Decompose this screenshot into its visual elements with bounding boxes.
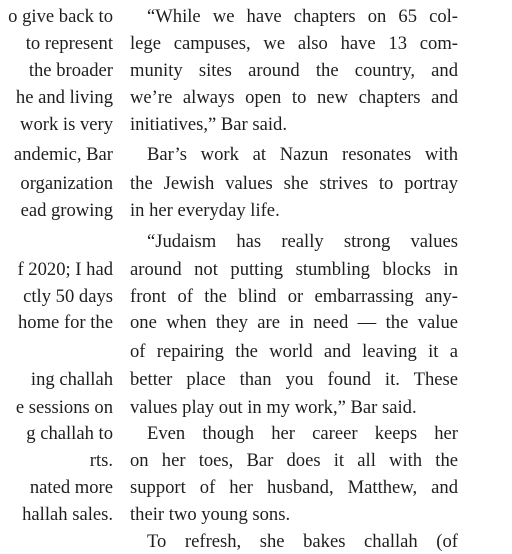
left-column-line: to represent bbox=[25, 33, 113, 54]
right-column-line: in her everyday life. bbox=[130, 200, 280, 221]
left-column-line: home for the bbox=[17, 312, 113, 333]
right-column-line: values play out in my work,” Bar said. bbox=[130, 397, 417, 418]
left-column-line: f 2020; I had bbox=[17, 259, 113, 280]
left-column-line: ing challah bbox=[30, 369, 113, 390]
right-column-line: To refresh, she bakes challah (of bbox=[147, 531, 458, 552]
left-column-line: e sessions on bbox=[15, 397, 113, 418]
right-column-line: better place than you found it. These bbox=[130, 369, 458, 390]
left-column-line: o give back to bbox=[8, 6, 113, 27]
right-column-line: of repairing the world and leaving it a bbox=[130, 341, 458, 362]
left-column-line: the broader bbox=[28, 60, 113, 81]
left-column-line: work is very bbox=[20, 114, 113, 135]
right-column-line: lege campuses, we also have 13 com- bbox=[130, 33, 458, 54]
right-column-line: Even though her career keeps her bbox=[147, 423, 458, 444]
right-column-line: the Jewish values she strives to portray bbox=[130, 173, 458, 194]
left-column-line: organization bbox=[20, 173, 113, 194]
right-column-line: we’re always open to new chapters and bbox=[130, 87, 458, 108]
left-column-line: andemic, Bar bbox=[13, 144, 113, 165]
right-column-line: on her toes, Bar does it all with the bbox=[130, 450, 458, 471]
right-column-line: support of her husband, Matthew, and bbox=[130, 477, 458, 498]
right-column-line: one when they are in need — the value bbox=[130, 312, 458, 333]
left-column-line: rts. bbox=[89, 450, 113, 471]
right-column-line: around not putting stumbling blocks in bbox=[130, 259, 458, 280]
right-column-line: initiatives,” Bar said. bbox=[130, 114, 287, 135]
left-column-line: g challah to bbox=[26, 423, 113, 444]
right-column-line: Bar’s work at Nazun resonates with bbox=[147, 144, 458, 165]
right-column-line: “While we have chapters on 65 col- bbox=[147, 6, 458, 27]
left-column-line: he and living bbox=[15, 87, 113, 108]
right-column-line: “Judaism has really strong values bbox=[147, 231, 458, 252]
right-column-line: munity sites around the country, and bbox=[130, 60, 458, 81]
left-column-line: ead growing bbox=[20, 200, 113, 221]
left-column-line: ctly 50 days bbox=[23, 286, 113, 307]
left-column-line: hallah sales. bbox=[22, 504, 113, 525]
right-column-line: their two young sons. bbox=[130, 504, 291, 525]
right-column-line: front of the blind or embarrassing any- bbox=[130, 286, 458, 307]
left-column-line: nated more bbox=[29, 477, 113, 498]
